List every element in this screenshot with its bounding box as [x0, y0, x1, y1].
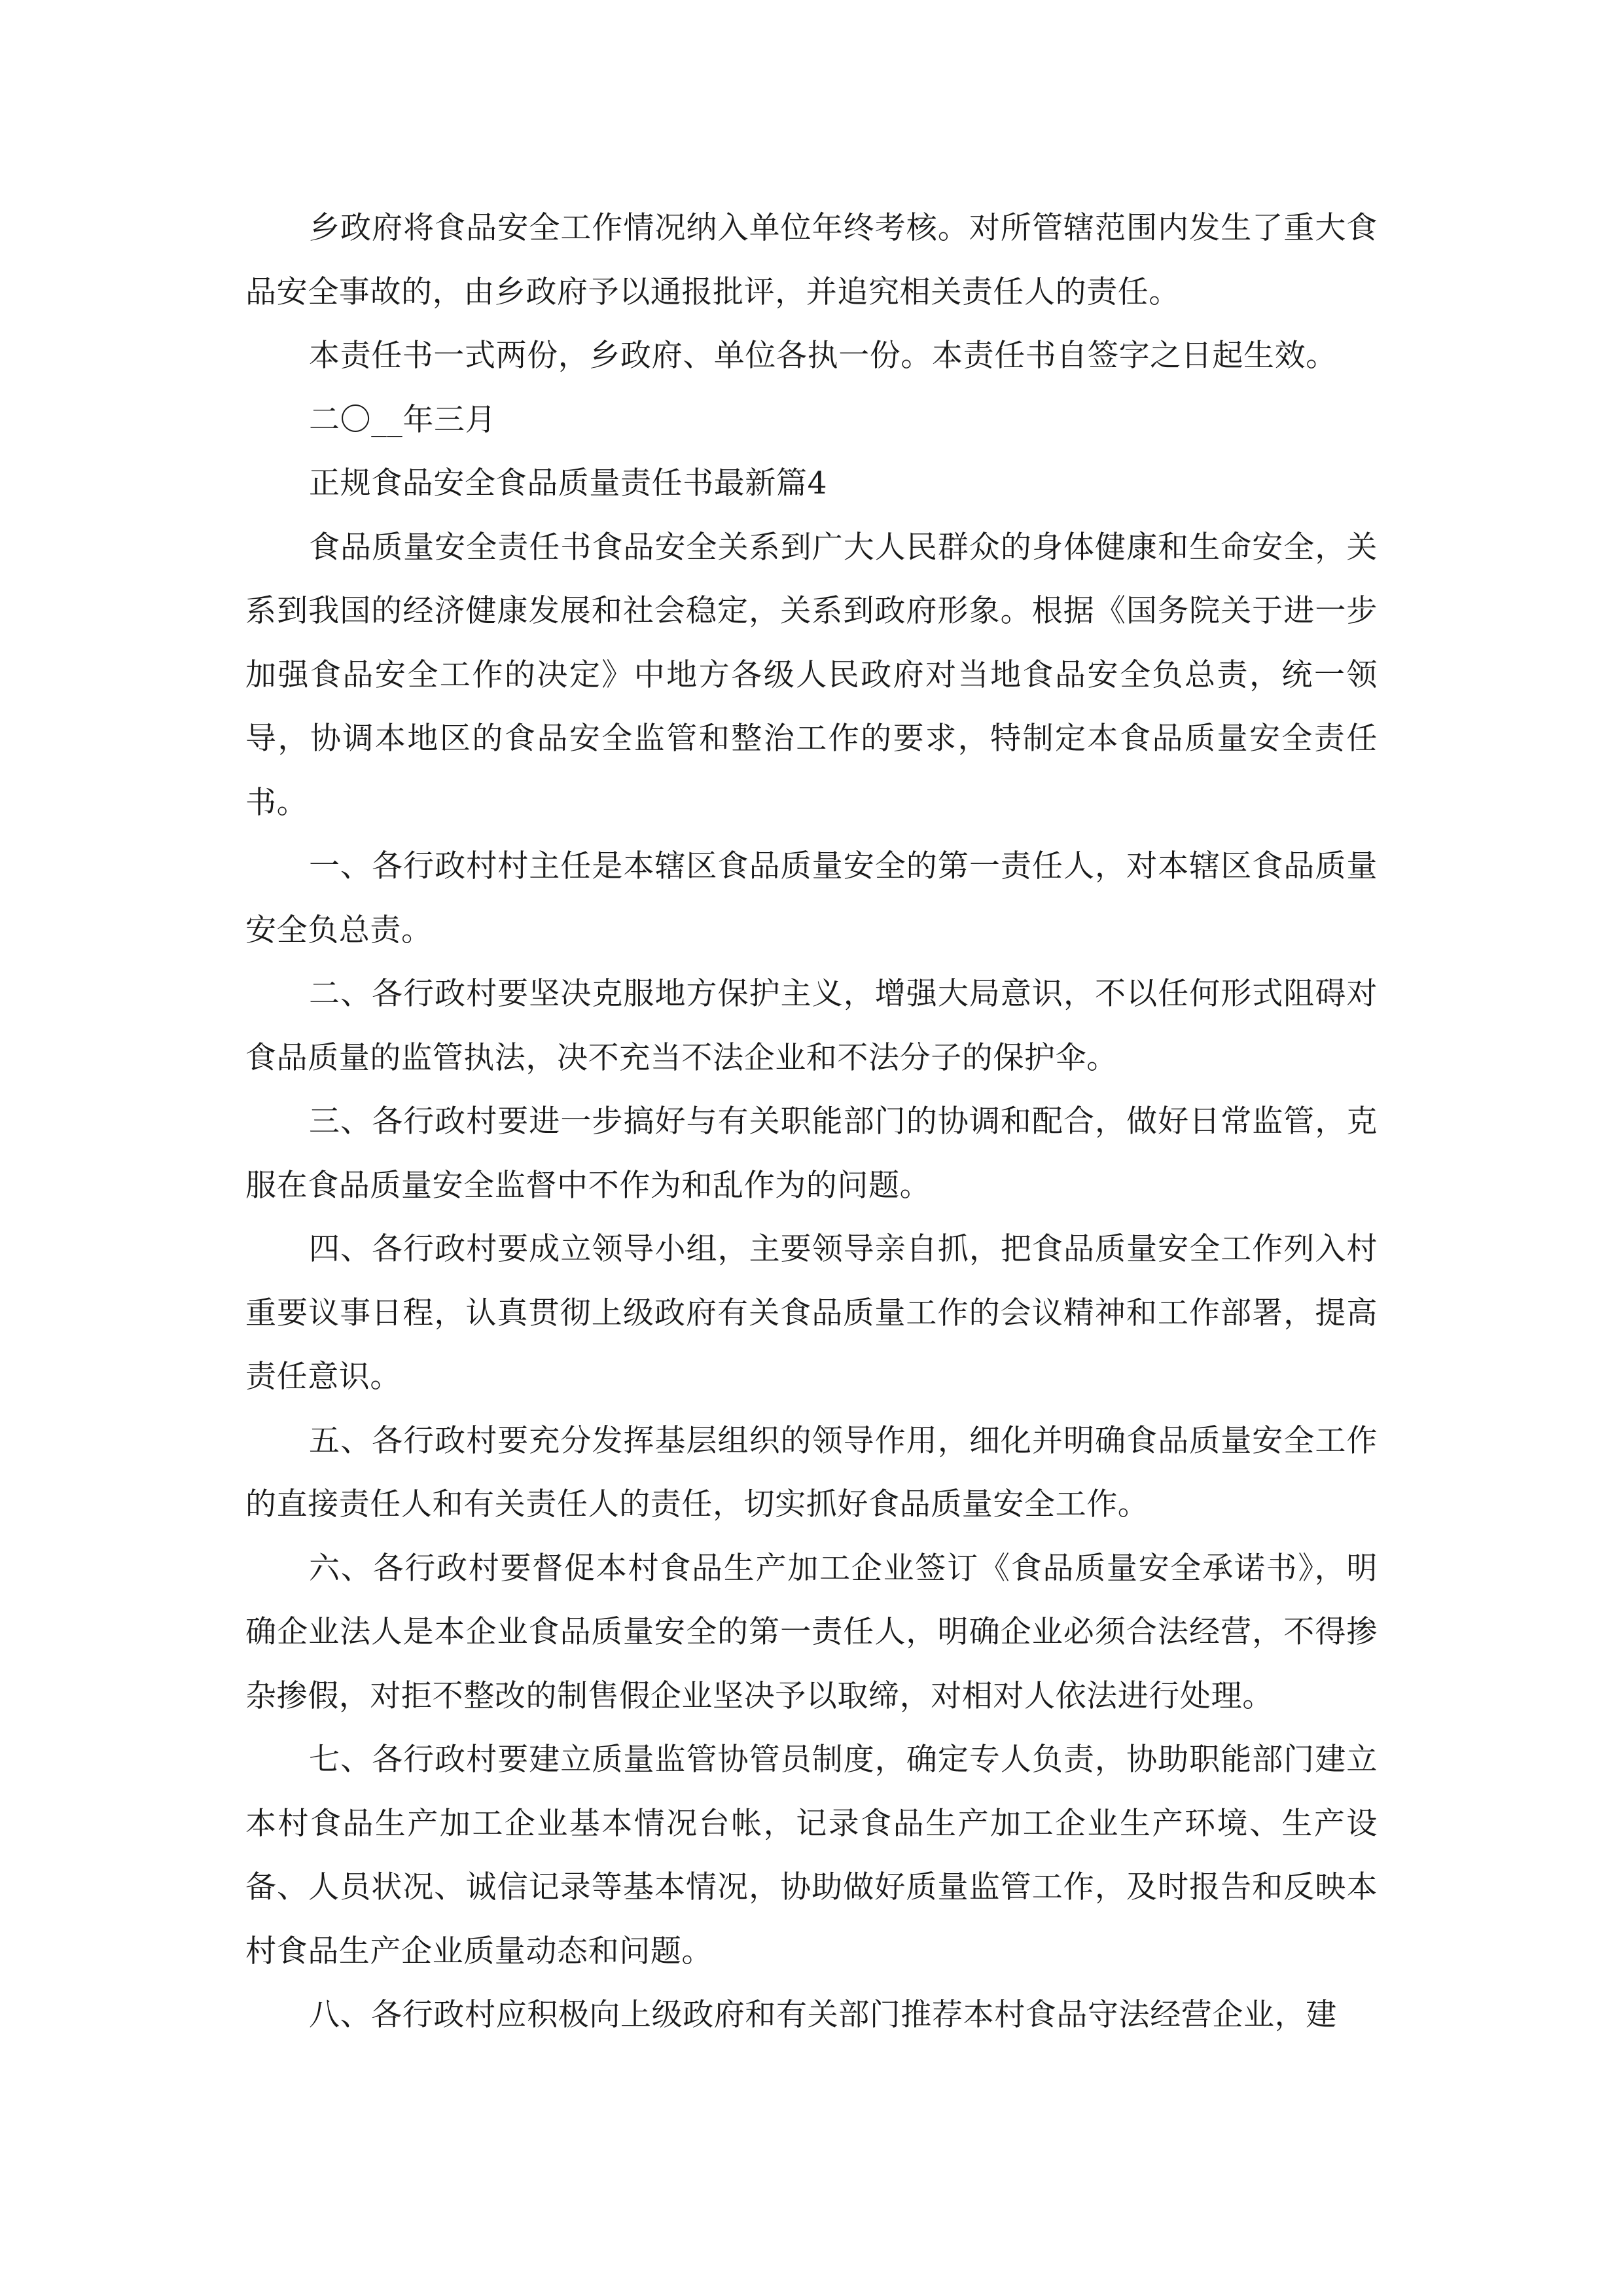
clause-2: 二、各行政村要坚决克服地方保护主义，增强大局意识，不以任何形式阻碍对食品质量的监管执法，决不充当不法企业和不法分子的保护伞。 [245, 976, 1378, 1076]
clause-1: 一、各行政村村主任是本辖区食品质量安全的第一责任人，对本辖区食品质量安全负总责。 [245, 848, 1378, 948]
clause-5: 五、各行政村要充分发挥基层组织的领导作用，细化并明确食品质量安全工作的直接责任人和有关责任人的责任，切实抓好食品质量安全工作。 [245, 1422, 1378, 1522]
clause-8: 八、各行政村应积极向上级政府和有关部门推荐本村食品守法经营企业，建 [309, 1997, 1337, 2033]
clause-3: 三、各行政村要进一步搞好与有关职能部门的协调和配合，做好日常监管，克服在食品质量安全监督中不作为和乱作为的问题。 [245, 1103, 1378, 1204]
clause-6: 六、各行政村要督促本村食品生产加工企业签订《食品质量安全承诺书》，明确企业法人是本企业食品质量安全的第一责任人，明确企业必须合法经营，不得掺杂掺假，对拒不整改的制售假企业坚决予以取缔，对相对人依法进行处理。 [245, 1550, 1378, 1714]
paragraph-date: 二〇__年三月 [309, 401, 497, 438]
paragraph-assessment: 乡政府将食品安全工作情况纳入单位年终考核。对所管辖范围内发生了重大食品安全事故的，由乡政府予以通报批评，并追究相关责任人的责任。 [245, 210, 1378, 310]
clause-7: 七、各行政村要建立质量监管协管员制度，确定专人负责，协助职能部门建立本村食品生产加工企业基本情况台帐，记录食品生产加工企业生产环境、生产设备、人员状况、诚信记录等基本情况，协助做好质量监管工作，及时报告和反映本村食品生产企业质量动态和问题。 [245, 1742, 1378, 1969]
document-body [245, 196, 1378, 2047]
paragraph-intro: 食品质量安全责任书食品安全关系到广大人民群众的身体健康和生命安全，关系到我国的经济健康发展和社会稳定，关系到政府形象。根据《国务院关于进一步加强食品安全工作的决定》中地方各级人民政府对当地食品安全负总责，统一领导，协调本地区的食品安全监管和整治工作的要求，特制定本食品质量安全责任书。 [245, 529, 1378, 821]
paragraph-copies: 本责任书一式两份，乡政府、单位各执一份。本责任书自签字之日起生效。 [309, 338, 1337, 374]
clause-4: 四、各行政村要成立领导小组，主要领导亲自抓，把食品质量安全工作列入村重要议事日程，认真贯彻上级政府有关食品质量工作的会议精神和工作部署，提高责任意识。 [245, 1231, 1378, 1395]
section-heading: 正规食品安全食品质量责任书最新篇4 [309, 465, 828, 501]
